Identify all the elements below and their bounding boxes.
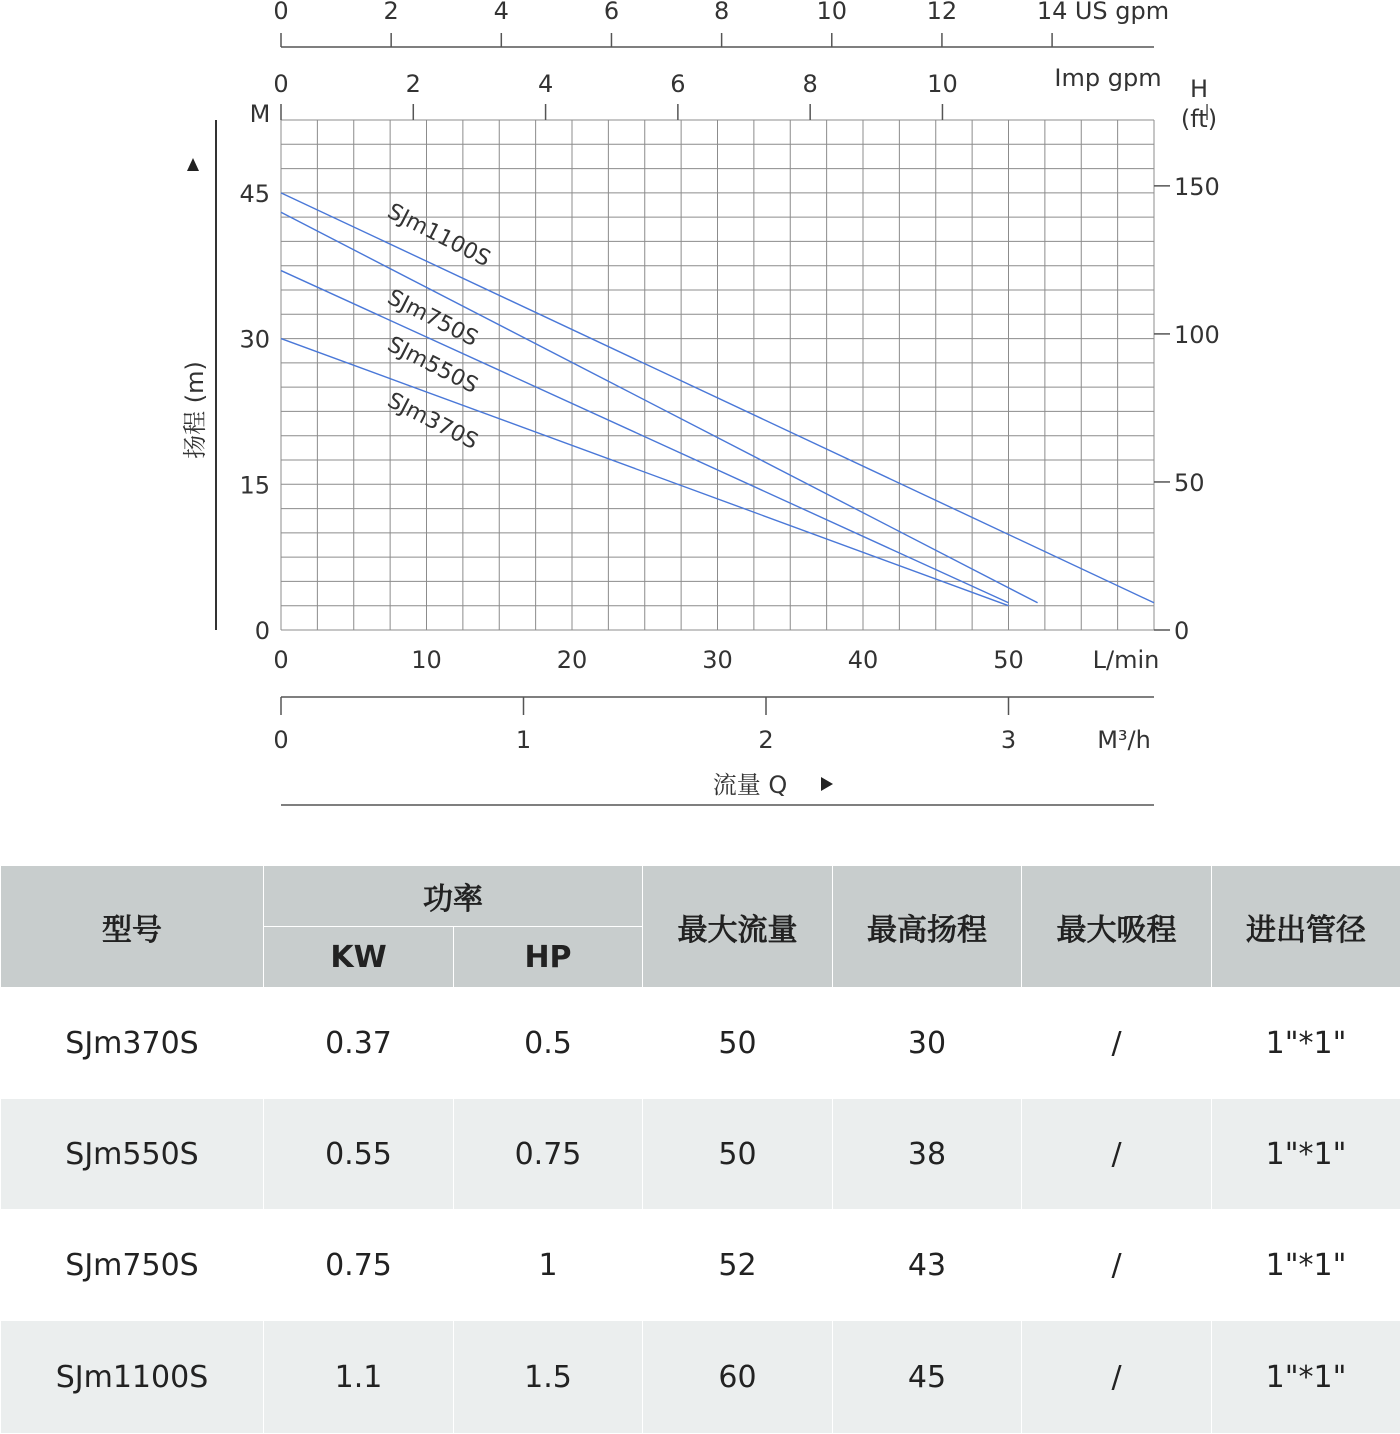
x-tick-label: 50 [993, 646, 1024, 674]
header-pipe: 进出管径 [1212, 866, 1400, 988]
cell-kw: 0.55 [264, 1099, 454, 1210]
cell-max-flow: 50 [643, 988, 833, 1099]
chart-axes [181, 0, 1220, 805]
cell-max-head: 45 [833, 1321, 1022, 1434]
curve-label-sjm1100s: SJm1100S [383, 199, 495, 273]
imp-gpm-tick-label: 0 [273, 70, 289, 98]
m3h-unit: M³/h [1097, 726, 1151, 754]
cell-max-head: 43 [833, 1210, 1022, 1321]
y2-tick-label: 0 [1174, 617, 1190, 645]
cell-max-head: 38 [833, 1099, 1022, 1210]
m3h-tick-label: 2 [758, 726, 774, 754]
us-gpm-tick-label: 8 [713, 0, 730, 25]
x-tick-label: 0 [273, 646, 289, 674]
y-tick-label: 15 [239, 471, 270, 500]
cell-pipe: 1"*1" [1212, 1210, 1400, 1321]
us-gpm-unit: US gpm [1074, 0, 1170, 25]
chart-labels [383, 199, 494, 455]
imp-gpm-tick-label: 10 [927, 70, 958, 98]
spec-table [0, 865, 1400, 1434]
chart-grid [281, 120, 1154, 630]
y2-tick-label: 50 [1174, 468, 1205, 497]
cell-max-head: 30 [833, 988, 1022, 1099]
imp-gpm-tick-label: 8 [802, 70, 818, 98]
header-max-flow: 最大流量 [643, 866, 833, 988]
cell-model: SJm550S [1, 1099, 264, 1210]
imp-gpm-tick-label: 2 [405, 70, 421, 98]
cell-max-suction: / [1022, 1099, 1212, 1210]
y-tick-label: 45 [239, 179, 270, 208]
right-arrow-icon [821, 777, 833, 791]
cell-model: SJm1100S [1, 1321, 264, 1434]
cell-model: SJm750S [1, 1210, 264, 1321]
us-gpm-tick-label: 12 [926, 0, 958, 25]
x-axis-unit: L/min [1092, 646, 1160, 674]
table-row [1, 1321, 1400, 1434]
y2-axis-unit-h: H [1189, 75, 1209, 103]
header-kw: KW [264, 927, 454, 988]
cell-kw: 0.75 [264, 1210, 454, 1321]
us-gpm-tick-label: 6 [603, 0, 620, 25]
cell-hp: 1.5 [454, 1321, 643, 1434]
curve-label-sjm750s: SJm750S [383, 285, 482, 352]
x-tick-label: 10 [411, 646, 442, 674]
m3h-tick-label: 0 [273, 726, 289, 754]
header-power: 功率 [264, 866, 643, 927]
cell-kw: 0.37 [264, 988, 454, 1099]
y-tick-label: 0 [254, 617, 270, 645]
y2-axis-unit-ft: (ft) [1180, 105, 1218, 133]
header-max-head: 最高扬程 [833, 866, 1022, 988]
cell-pipe: 1"*1" [1212, 1321, 1400, 1434]
cell-max-flow: 60 [643, 1321, 833, 1434]
x-tick-label: 30 [702, 646, 733, 674]
y2-tick-label: 100 [1174, 320, 1220, 349]
header-max-suction: 最大吸程 [1022, 866, 1212, 988]
us-gpm-tick-label: 2 [383, 0, 399, 25]
table-row [1, 1099, 1400, 1210]
cell-max-suction: / [1022, 1210, 1212, 1321]
cell-max-flow: 52 [643, 1210, 833, 1321]
us-gpm-tick-label: 14 [1036, 0, 1068, 25]
flow-axis-label: 流量 Q [712, 771, 788, 799]
cell-hp: 0.5 [454, 988, 643, 1099]
us-gpm-tick-label: 10 [816, 0, 848, 25]
imp-gpm-tick-label: 4 [537, 70, 554, 98]
cell-hp: 1 [454, 1210, 643, 1321]
table-row [1, 1210, 1400, 1321]
imp-gpm-unit: Imp gpm [1054, 64, 1162, 92]
y-tick-label: 30 [239, 325, 270, 354]
x-tick-label: 40 [847, 646, 879, 674]
us-gpm-tick-label: 0 [273, 0, 289, 25]
curve-label-sjm370s: SJm370S [383, 388, 482, 455]
cell-max-suction: / [1022, 988, 1212, 1099]
cell-pipe: 1"*1" [1212, 988, 1400, 1099]
us-gpm-tick-label: 4 [493, 0, 509, 25]
cell-hp: 0.75 [454, 1099, 643, 1210]
y-axis-label: 扬程 (m) [181, 361, 209, 459]
cell-max-suction: / [1022, 1321, 1212, 1434]
table-row [1, 988, 1400, 1099]
header-hp: HP [454, 927, 643, 988]
m3h-tick-label: 3 [1000, 726, 1017, 754]
up-arrow-icon [187, 158, 199, 171]
cell-model: SJm370S [1, 988, 264, 1099]
imp-gpm-tick-label: 6 [670, 70, 686, 98]
cell-pipe: 1"*1" [1212, 1099, 1400, 1210]
curve-label-sjm550s: SJm550S [383, 332, 482, 399]
m3h-tick-label: 1 [515, 726, 532, 754]
y-axis-unit: M [249, 100, 271, 128]
header-model: 型号 [1, 866, 264, 988]
y2-tick-label: 150 [1174, 172, 1220, 201]
cell-max-flow: 50 [643, 1099, 833, 1210]
x-tick-label: 20 [556, 646, 588, 674]
cell-kw: 1.1 [264, 1321, 454, 1434]
